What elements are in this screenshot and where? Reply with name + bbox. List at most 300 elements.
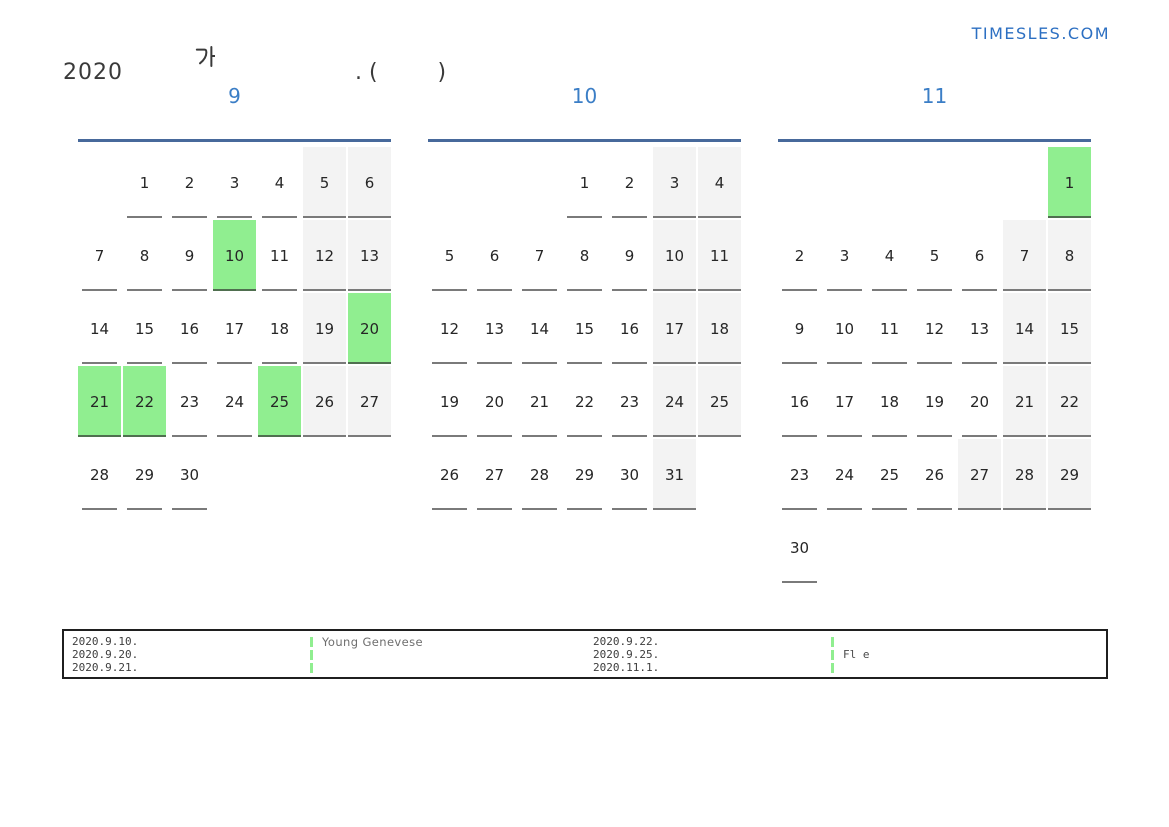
month-underline-rule [78, 139, 391, 142]
empty-cell [958, 147, 1001, 218]
day-cell-21 [78, 366, 121, 437]
day-number: 4 [714, 173, 725, 192]
day-number: 17 [224, 319, 245, 338]
day-cell-4 [258, 147, 301, 218]
day-underline [872, 508, 907, 510]
day-number: 16 [619, 319, 640, 338]
day-cell-14 [1003, 293, 1046, 364]
day-number: 3 [669, 173, 680, 192]
day-underline [782, 289, 817, 291]
day-underline [172, 435, 207, 437]
day-number: 27 [484, 465, 505, 484]
day-number: 3 [229, 173, 240, 192]
day-cell-29 [1048, 439, 1091, 510]
timesles-logo-link[interactable]: TIMESLES.COM [971, 24, 1110, 43]
day-cell-17 [213, 293, 256, 364]
day-cell-18 [868, 366, 911, 437]
day-cell-6 [958, 220, 1001, 291]
day-underline [1003, 435, 1046, 437]
day-underline [827, 508, 862, 510]
day-underline [782, 508, 817, 510]
empty-cell [778, 147, 821, 218]
day-underline [567, 216, 602, 218]
day-number: 16 [789, 392, 810, 411]
day-underline [477, 362, 512, 364]
day-number: 2 [794, 246, 805, 265]
empty-cell [518, 147, 561, 218]
day-cell-7 [518, 220, 561, 291]
day-underline [127, 289, 162, 291]
empty-cell [1003, 147, 1046, 218]
title-punctuation-close: ) [437, 59, 447, 85]
day-underline [477, 435, 512, 437]
day-cell-16 [168, 293, 211, 364]
day-number: 1 [139, 173, 150, 192]
day-underline [653, 435, 696, 437]
day-cell-26 [913, 439, 956, 510]
day-number: 5 [319, 173, 330, 192]
day-underline [262, 216, 297, 218]
day-number: 19 [439, 392, 460, 411]
day-number: 14 [89, 319, 110, 338]
day-number: 20 [969, 392, 990, 411]
day-underline [522, 289, 557, 291]
day-cell-24 [213, 366, 256, 437]
day-cell-8 [1048, 220, 1091, 291]
day-cell-25 [258, 366, 301, 437]
day-cell-10 [213, 220, 256, 291]
day-number: 30 [619, 465, 640, 484]
day-underline [172, 362, 207, 364]
day-underline [172, 289, 207, 291]
day-number: 12 [924, 319, 945, 338]
day-underline [782, 435, 817, 437]
day-number: 18 [709, 319, 730, 338]
day-underline [127, 362, 162, 364]
empty-cell [1048, 512, 1091, 583]
title-punctuation-open: . ( [354, 59, 378, 85]
empty-cell [1003, 512, 1046, 583]
month-underline-rule [778, 139, 1091, 142]
day-underline [1048, 362, 1091, 364]
day-number: 18 [269, 319, 290, 338]
day-number: 28 [1014, 465, 1035, 484]
day-underline [962, 362, 997, 364]
day-cell-7 [1003, 220, 1046, 291]
day-number: 24 [224, 392, 245, 411]
day-cell-31 [653, 439, 696, 510]
day-underline [698, 216, 741, 218]
day-number: 5 [444, 246, 455, 265]
day-underline [782, 581, 817, 583]
empty-cell [258, 439, 301, 510]
day-underline [917, 289, 952, 291]
calendar-month-10 [428, 84, 741, 583]
empty-cell [698, 439, 741, 510]
day-cell-12 [913, 293, 956, 364]
day-underline [612, 216, 647, 218]
day-underline [1048, 289, 1091, 291]
day-cell-20 [473, 366, 516, 437]
day-underline [303, 435, 346, 437]
day-underline [432, 435, 467, 437]
empty-cell [913, 512, 956, 583]
day-number: 29 [1059, 465, 1080, 484]
day-number: 11 [879, 319, 900, 338]
day-cell-1 [123, 147, 166, 218]
day-underline [348, 289, 391, 291]
day-underline [172, 216, 207, 218]
day-cell-2 [778, 220, 821, 291]
day-underline [827, 289, 862, 291]
day-underline [827, 362, 862, 364]
day-underline [522, 435, 557, 437]
legend-label [843, 636, 870, 649]
day-cell-22 [563, 366, 606, 437]
day-cell-19 [428, 366, 471, 437]
day-cell-3 [213, 147, 256, 218]
day-number: 8 [1064, 246, 1075, 265]
day-number: 30 [789, 538, 810, 557]
day-number: 17 [664, 319, 685, 338]
day-underline [612, 362, 647, 364]
day-underline [1048, 216, 1091, 218]
day-number: 29 [574, 465, 595, 484]
day-underline [698, 435, 741, 437]
day-underline [872, 289, 907, 291]
day-cell-11 [258, 220, 301, 291]
day-underline [872, 435, 907, 437]
day-number: 9 [184, 246, 195, 265]
day-cell-4 [868, 220, 911, 291]
day-number: 14 [529, 319, 550, 338]
day-underline [262, 362, 297, 364]
day-number: 24 [664, 392, 685, 411]
legend-date: 2020.11.1. [593, 660, 660, 674]
legend-group-2 [585, 631, 1106, 677]
day-cell-7 [78, 220, 121, 291]
day-number: 25 [879, 465, 900, 484]
day-cell-29 [123, 439, 166, 510]
day-cell-9 [778, 293, 821, 364]
day-number: 11 [709, 246, 730, 265]
day-number: 1 [1064, 173, 1075, 192]
day-number: 15 [574, 319, 595, 338]
month-grid-9 [78, 147, 391, 510]
empty-cell [958, 512, 1001, 583]
day-number: 26 [924, 465, 945, 484]
day-underline [917, 435, 952, 437]
day-cell-27 [958, 439, 1001, 510]
day-cell-5 [913, 220, 956, 291]
day-cell-29 [563, 439, 606, 510]
day-cell-21 [1003, 366, 1046, 437]
day-cell-14 [78, 293, 121, 364]
day-cell-2 [168, 147, 211, 218]
day-underline [653, 289, 696, 291]
day-underline [1003, 289, 1046, 291]
day-underline [567, 435, 602, 437]
day-underline [217, 435, 252, 437]
day-underline [172, 508, 207, 510]
day-number: 13 [969, 319, 990, 338]
empty-cell [348, 439, 391, 510]
calendars-row [78, 84, 1091, 583]
day-number: 10 [834, 319, 855, 338]
day-underline [1003, 508, 1046, 510]
day-cell-13 [348, 220, 391, 291]
day-underline [213, 289, 256, 291]
day-underline [258, 435, 301, 437]
day-cell-16 [778, 366, 821, 437]
day-underline [432, 508, 467, 510]
day-cell-20 [958, 366, 1001, 437]
day-underline [78, 435, 121, 437]
day-underline [653, 508, 696, 510]
day-underline [127, 216, 162, 218]
day-cell-17 [823, 366, 866, 437]
title-year: 2020 [63, 59, 123, 85]
day-underline [432, 289, 467, 291]
day-cell-13 [473, 293, 516, 364]
day-number: 18 [879, 392, 900, 411]
day-cell-9 [608, 220, 651, 291]
day-number: 28 [89, 465, 110, 484]
day-underline [958, 508, 1001, 510]
day-underline [127, 508, 162, 510]
calendar-month-9 [78, 84, 391, 583]
day-underline [1048, 508, 1091, 510]
day-number: 7 [94, 246, 105, 265]
day-number: 20 [359, 319, 380, 338]
day-cell-19 [913, 366, 956, 437]
day-cell-18 [698, 293, 741, 364]
day-number: 6 [489, 246, 500, 265]
day-cell-17 [653, 293, 696, 364]
legend-labels-2 [843, 636, 870, 677]
day-number: 22 [1059, 392, 1080, 411]
day-cell-23 [168, 366, 211, 437]
day-cell-3 [823, 220, 866, 291]
day-number: 13 [484, 319, 505, 338]
day-number: 23 [789, 465, 810, 484]
day-cell-16 [608, 293, 651, 364]
day-underline [567, 289, 602, 291]
month-grid-11 [778, 147, 1091, 583]
day-number: 5 [929, 246, 940, 265]
day-underline [82, 289, 117, 291]
day-underline [782, 362, 817, 364]
day-number: 28 [529, 465, 550, 484]
day-cell-28 [78, 439, 121, 510]
day-cell-24 [653, 366, 696, 437]
day-cell-15 [1048, 293, 1091, 364]
day-cell-22 [123, 366, 166, 437]
day-underline [348, 216, 391, 218]
legend-date: 2020.9.10. [72, 635, 139, 648]
day-underline [962, 435, 997, 437]
day-number: 19 [924, 392, 945, 411]
day-cell-9 [168, 220, 211, 291]
day-cell-15 [563, 293, 606, 364]
legend-label: Young Genevese [322, 635, 423, 649]
day-number: 2 [184, 173, 195, 192]
day-number: 2 [624, 173, 635, 192]
day-cell-27 [348, 366, 391, 437]
day-cell-25 [698, 366, 741, 437]
month-label-9: 9 [228, 84, 241, 108]
day-cell-30 [778, 512, 821, 583]
legend-dates-2 [593, 636, 831, 677]
day-underline [477, 508, 512, 510]
legend-labels-1 [322, 636, 423, 677]
day-cell-10 [653, 220, 696, 291]
day-cell-5 [303, 147, 346, 218]
day-number: 21 [529, 392, 550, 411]
day-underline [477, 289, 512, 291]
day-underline [82, 508, 117, 510]
empty-cell [78, 147, 121, 218]
day-cell-23 [608, 366, 651, 437]
legend-date: 2020.9.21. [72, 660, 139, 674]
day-number: 9 [794, 319, 805, 338]
day-number: 27 [969, 465, 990, 484]
day-underline [917, 362, 952, 364]
day-cell-13 [958, 293, 1001, 364]
day-cell-12 [428, 293, 471, 364]
day-number: 15 [134, 319, 155, 338]
day-number: 8 [139, 246, 150, 265]
legend-date: 2020.9.25. [593, 647, 660, 661]
day-cell-22 [1048, 366, 1091, 437]
day-underline [917, 508, 952, 510]
day-underline [123, 435, 166, 437]
legend-dates-1 [72, 636, 310, 677]
day-number: 7 [534, 246, 545, 265]
empty-cell [213, 439, 256, 510]
day-cell-14 [518, 293, 561, 364]
day-number: 4 [884, 246, 895, 265]
day-number: 30 [179, 465, 200, 484]
day-cell-12 [303, 220, 346, 291]
day-underline [612, 508, 647, 510]
day-number: 11 [269, 246, 290, 265]
day-cell-27 [473, 439, 516, 510]
day-underline [262, 289, 297, 291]
day-underline [303, 216, 346, 218]
day-number: 23 [619, 392, 640, 411]
legend-label [322, 649, 423, 662]
day-cell-28 [518, 439, 561, 510]
day-underline [1003, 362, 1046, 364]
day-cell-8 [563, 220, 606, 291]
day-number: 24 [834, 465, 855, 484]
day-cell-19 [303, 293, 346, 364]
day-underline [653, 216, 696, 218]
day-underline [303, 362, 346, 364]
calendar-month-11 [778, 84, 1091, 583]
legend-date: 2020.9.22. [593, 635, 660, 648]
day-number: 26 [439, 465, 460, 484]
empty-cell [823, 147, 866, 218]
day-cell-18 [258, 293, 301, 364]
day-number: 20 [484, 392, 505, 411]
day-number: 13 [359, 246, 380, 265]
day-underline [217, 362, 252, 364]
day-cell-10 [823, 293, 866, 364]
day-underline [827, 435, 862, 437]
day-number: 25 [709, 392, 730, 411]
month-grid-10 [428, 147, 741, 510]
day-underline [1048, 435, 1091, 437]
day-number: 17 [834, 392, 855, 411]
empty-cell [428, 147, 471, 218]
day-underline [82, 362, 117, 364]
day-number: 26 [314, 392, 335, 411]
green-marker-bars-icon [310, 637, 313, 677]
day-underline [698, 362, 741, 364]
day-underline [432, 362, 467, 364]
day-cell-21 [518, 366, 561, 437]
day-number: 31 [664, 465, 685, 484]
day-number: 19 [314, 319, 335, 338]
day-underline [522, 362, 557, 364]
empty-cell [473, 147, 516, 218]
empty-cell [913, 147, 956, 218]
day-number: 7 [1019, 246, 1030, 265]
legend-label [322, 662, 423, 675]
day-underline [698, 289, 741, 291]
day-cell-26 [303, 366, 346, 437]
day-cell-5 [428, 220, 471, 291]
legend-label: Fl e [843, 647, 870, 661]
day-underline [303, 289, 346, 291]
legend-label [843, 662, 870, 675]
day-number: 10 [664, 246, 685, 265]
day-cell-3 [653, 147, 696, 218]
day-number: 22 [134, 392, 155, 411]
month-underline-rule [428, 139, 741, 142]
day-cell-1 [1048, 147, 1091, 218]
day-underline [872, 362, 907, 364]
empty-cell [868, 512, 911, 583]
legend-box [62, 629, 1108, 679]
day-number: 14 [1014, 319, 1035, 338]
day-cell-6 [348, 147, 391, 218]
day-number: 29 [134, 465, 155, 484]
day-number: 9 [624, 246, 635, 265]
legend-group-1 [64, 631, 585, 677]
day-underline [612, 435, 647, 437]
day-cell-6 [473, 220, 516, 291]
day-underline [348, 435, 391, 437]
green-marker-bars-icon [831, 637, 834, 677]
day-cell-24 [823, 439, 866, 510]
day-number: 10 [224, 246, 245, 265]
day-number: 21 [1014, 392, 1035, 411]
day-underline [612, 289, 647, 291]
day-number: 1 [579, 173, 590, 192]
month-label-10: 10 [571, 84, 598, 108]
empty-cell [823, 512, 866, 583]
day-number: 21 [89, 392, 110, 411]
day-number: 6 [364, 173, 375, 192]
day-cell-8 [123, 220, 166, 291]
day-number: 6 [974, 246, 985, 265]
day-underline [348, 362, 391, 364]
month-label-11: 11 [921, 84, 948, 108]
day-number: 4 [274, 173, 285, 192]
